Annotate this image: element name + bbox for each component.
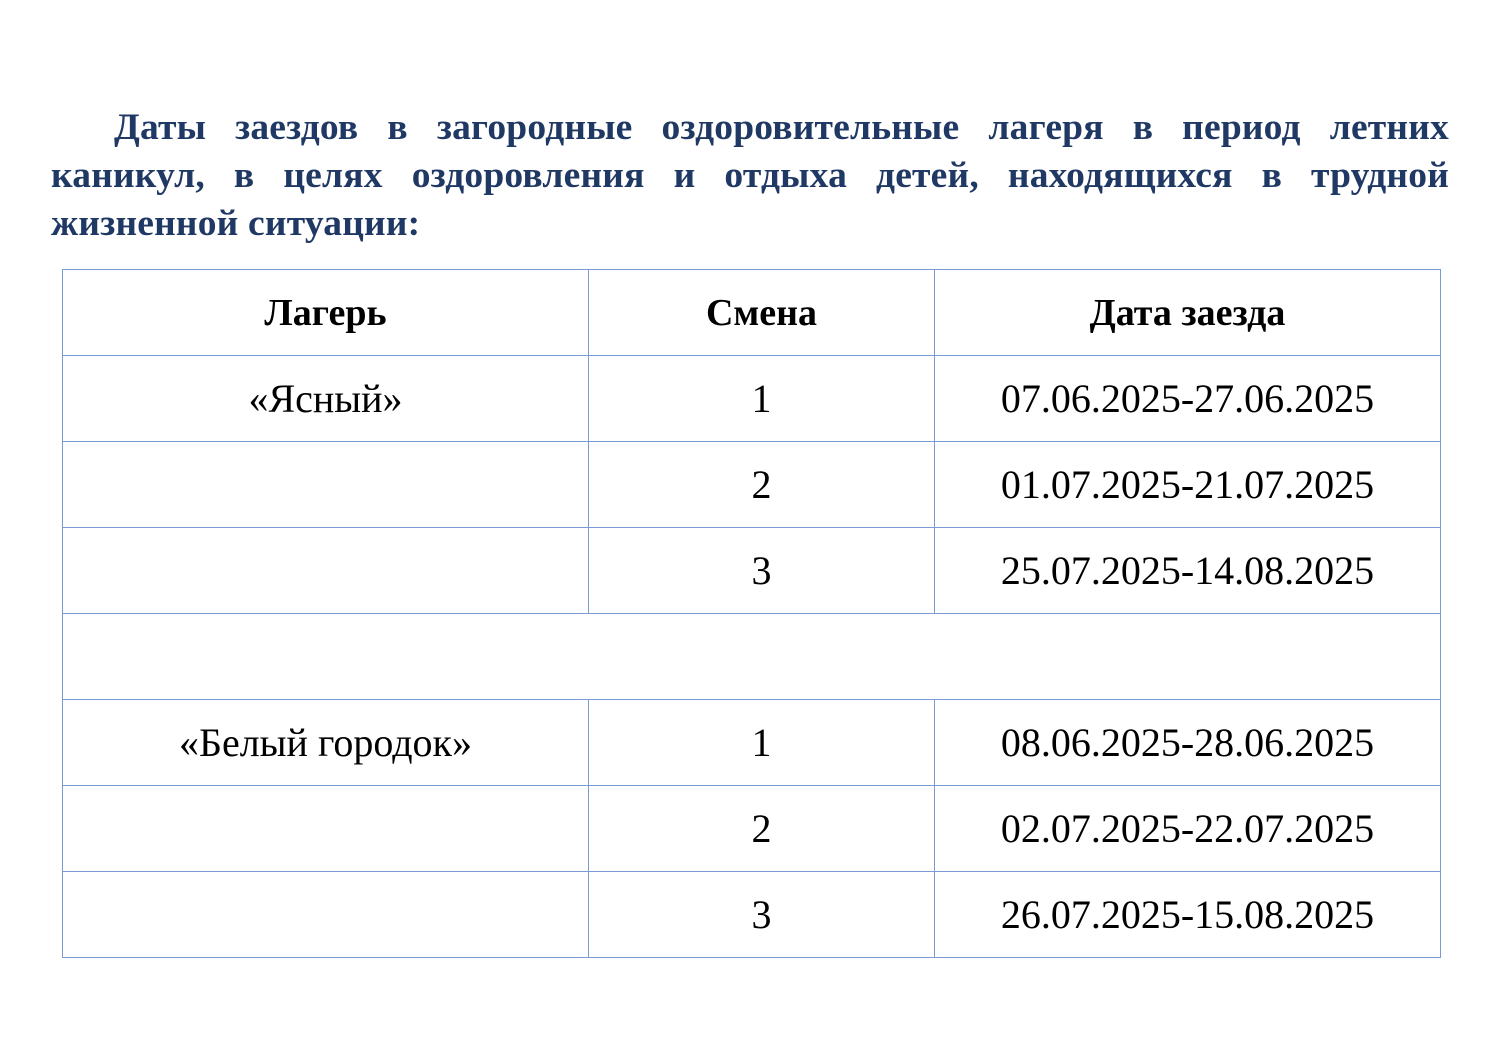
- spacer-row: [63, 614, 1441, 700]
- camp-name-empty: [63, 442, 589, 528]
- camp-name: «Ясный»: [63, 356, 589, 442]
- camp-name-empty: [63, 528, 589, 614]
- table-row: [63, 700, 1441, 786]
- shift-dates: 02.07.2025-22.07.2025: [935, 786, 1441, 872]
- camp-name-empty: [63, 786, 589, 872]
- shift-dates: 25.07.2025-14.08.2025: [935, 528, 1441, 614]
- header-dates: Дата заезда: [935, 270, 1441, 356]
- table-row: [63, 356, 1441, 442]
- table-header-row: [63, 270, 1441, 356]
- shift-number: 1: [589, 356, 935, 442]
- shift-dates: 26.07.2025-15.08.2025: [935, 872, 1441, 958]
- shift-dates: 07.06.2025-27.06.2025: [935, 356, 1441, 442]
- camp-schedule-table: [62, 269, 1441, 958]
- shift-number: 1: [589, 700, 935, 786]
- table-row: [63, 872, 1441, 958]
- table-row: [63, 442, 1441, 528]
- shift-number: 3: [589, 872, 935, 958]
- shift-dates: 08.06.2025-28.06.2025: [935, 700, 1441, 786]
- shift-number: 2: [589, 786, 935, 872]
- shift-number: 2: [589, 442, 935, 528]
- page-title: Даты заездов в загородные оздоровительные лагеря в период летних каникул, в целях оздоровления и отдыха детей, находящихся в трудной жизненной ситуации:: [51, 107, 1449, 244]
- spacer-cell: [63, 614, 1441, 700]
- table-row: [63, 528, 1441, 614]
- shift-dates: 01.07.2025-21.07.2025: [935, 442, 1441, 528]
- camp-name-empty: [63, 872, 589, 958]
- header-camp: Лагерь: [63, 270, 589, 356]
- camp-name: «Белый городок»: [63, 700, 589, 786]
- header-shift: Смена: [589, 270, 935, 356]
- shift-number: 3: [589, 528, 935, 614]
- table-row: [63, 786, 1441, 872]
